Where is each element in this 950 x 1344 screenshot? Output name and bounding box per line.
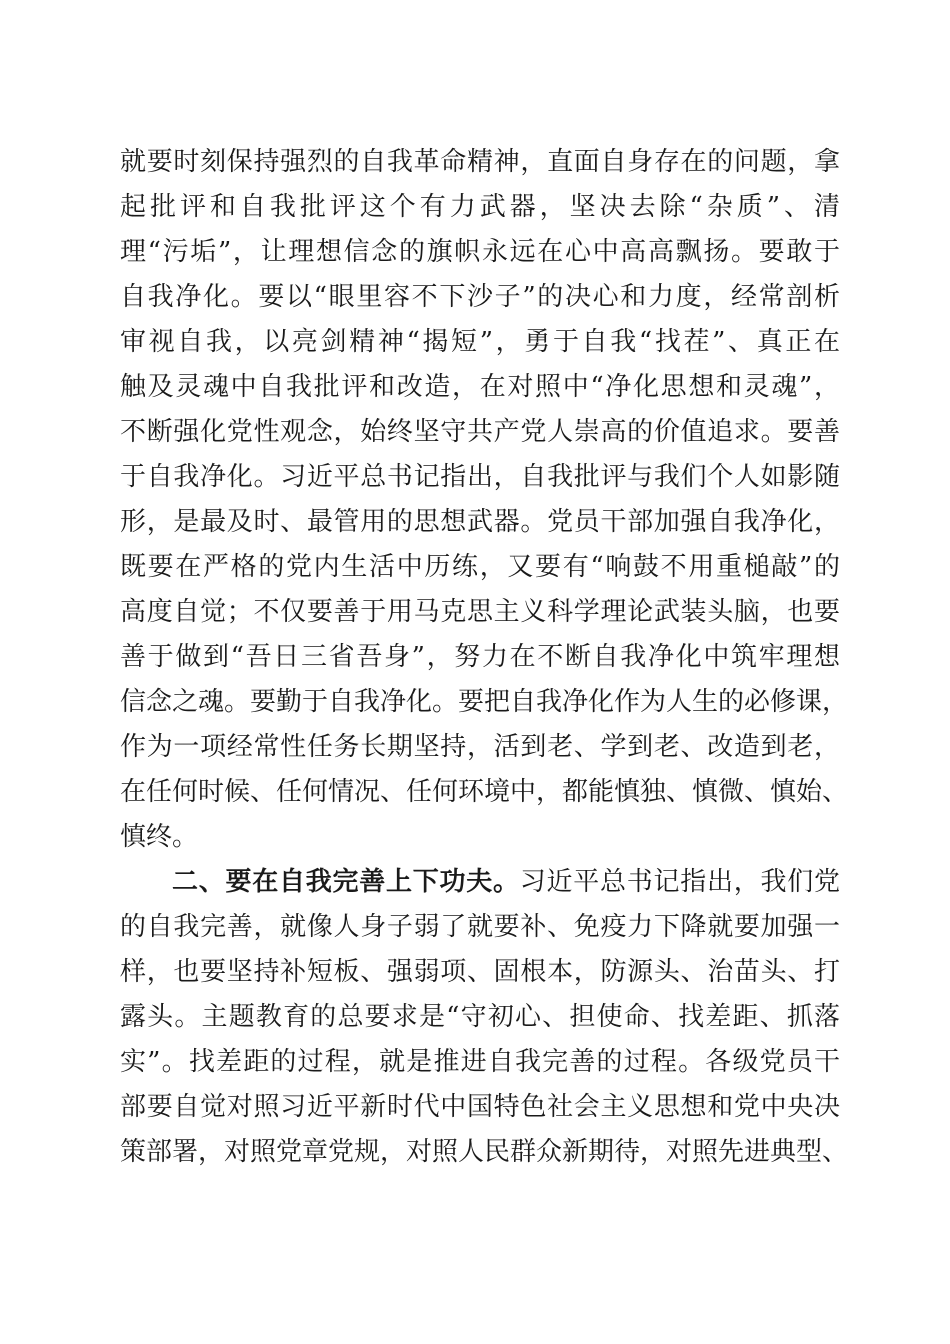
- paragraph-line: 既要在严格的党内生活中历练，又要有“响鼓不用重槌敲”的: [120, 552, 840, 582]
- section-heading: 二、要在自我完善上下功夫。: [172, 867, 520, 897]
- section-heading-rest: 习近平总书记指出，我们党: [519, 867, 840, 897]
- paragraph-line: 的自我完善，就像人身子弱了就要补、免疫力下降就要加强一: [120, 912, 840, 942]
- paragraph-line: 形，是最及时、最管用的思想武器。党员干部加强自我净化，: [120, 507, 840, 537]
- paragraph-line: 在任何时候、任何情况、任何环境中，都能慎独、慎微、慎始、: [120, 777, 849, 807]
- paragraph-line: 起批评和自我批评这个有力武器，坚决去除“杂质”、清: [120, 192, 840, 222]
- paragraph-line: 信念之魂。要勤于自我净化。要把自我净化作为人生的必修课，: [120, 687, 849, 717]
- body-text: [120, 140, 849, 1175]
- paragraph-line: 理“污垢”，让理想信念的旗帜永远在心中高高飘扬。要敢于: [120, 237, 840, 267]
- paragraph-line: 善于做到“吾日三省吾身”，努力在不断自我净化中筑牢理想: [120, 642, 840, 672]
- paragraph-line: 就要时刻保持强烈的自我革命精神，直面自身存在的问题，拿: [120, 147, 840, 177]
- paragraph-line: 策部署，对照党章党规，对照人民群众新期待，对照先进典型、: [120, 1137, 849, 1167]
- paragraph-line: 高度自觉；不仅要善于用马克思主义科学理论武装头脑，也要: [120, 597, 840, 627]
- paragraph-line: 审视自我，以亮剑精神“揭短”，勇于自我“找茬”、真正在: [120, 327, 840, 357]
- paragraph-line: 实”。找差距的过程，就是推进自我完善的过程。各级党员干: [120, 1047, 840, 1077]
- paragraph-line: 触及灵魂中自我批评和改造，在对照中“净化思想和灵魂”，: [120, 372, 840, 402]
- section-two-first-line: [120, 860, 840, 905]
- paragraph-line: 作为一项经常性任务长期坚持，活到老、学到老、改造到老，: [120, 732, 840, 762]
- paragraph-line: 部要自觉对照习近平新时代中国特色社会主义思想和党中央决: [120, 1092, 840, 1122]
- paragraph-line: 样，也要坚持补短板、强弱项、固根本，防源头、治苗头、打: [120, 957, 840, 987]
- paragraph-line: 于自我净化。习近平总书记指出，自我批评与我们个人如影随: [120, 462, 840, 492]
- paragraph-line: 自我净化。要以“眼里容不下沙子”的决心和力度，经常剖析: [120, 282, 840, 312]
- paragraph-line: 不断强化党性观念，始终坚守共产党人崇高的价值追求。要善: [120, 417, 840, 447]
- paragraph-last-line: 慎终。: [120, 822, 199, 852]
- paragraph-line: 露头。主题教育的总要求是“守初心、担使命、找差距、抓落: [120, 1002, 840, 1032]
